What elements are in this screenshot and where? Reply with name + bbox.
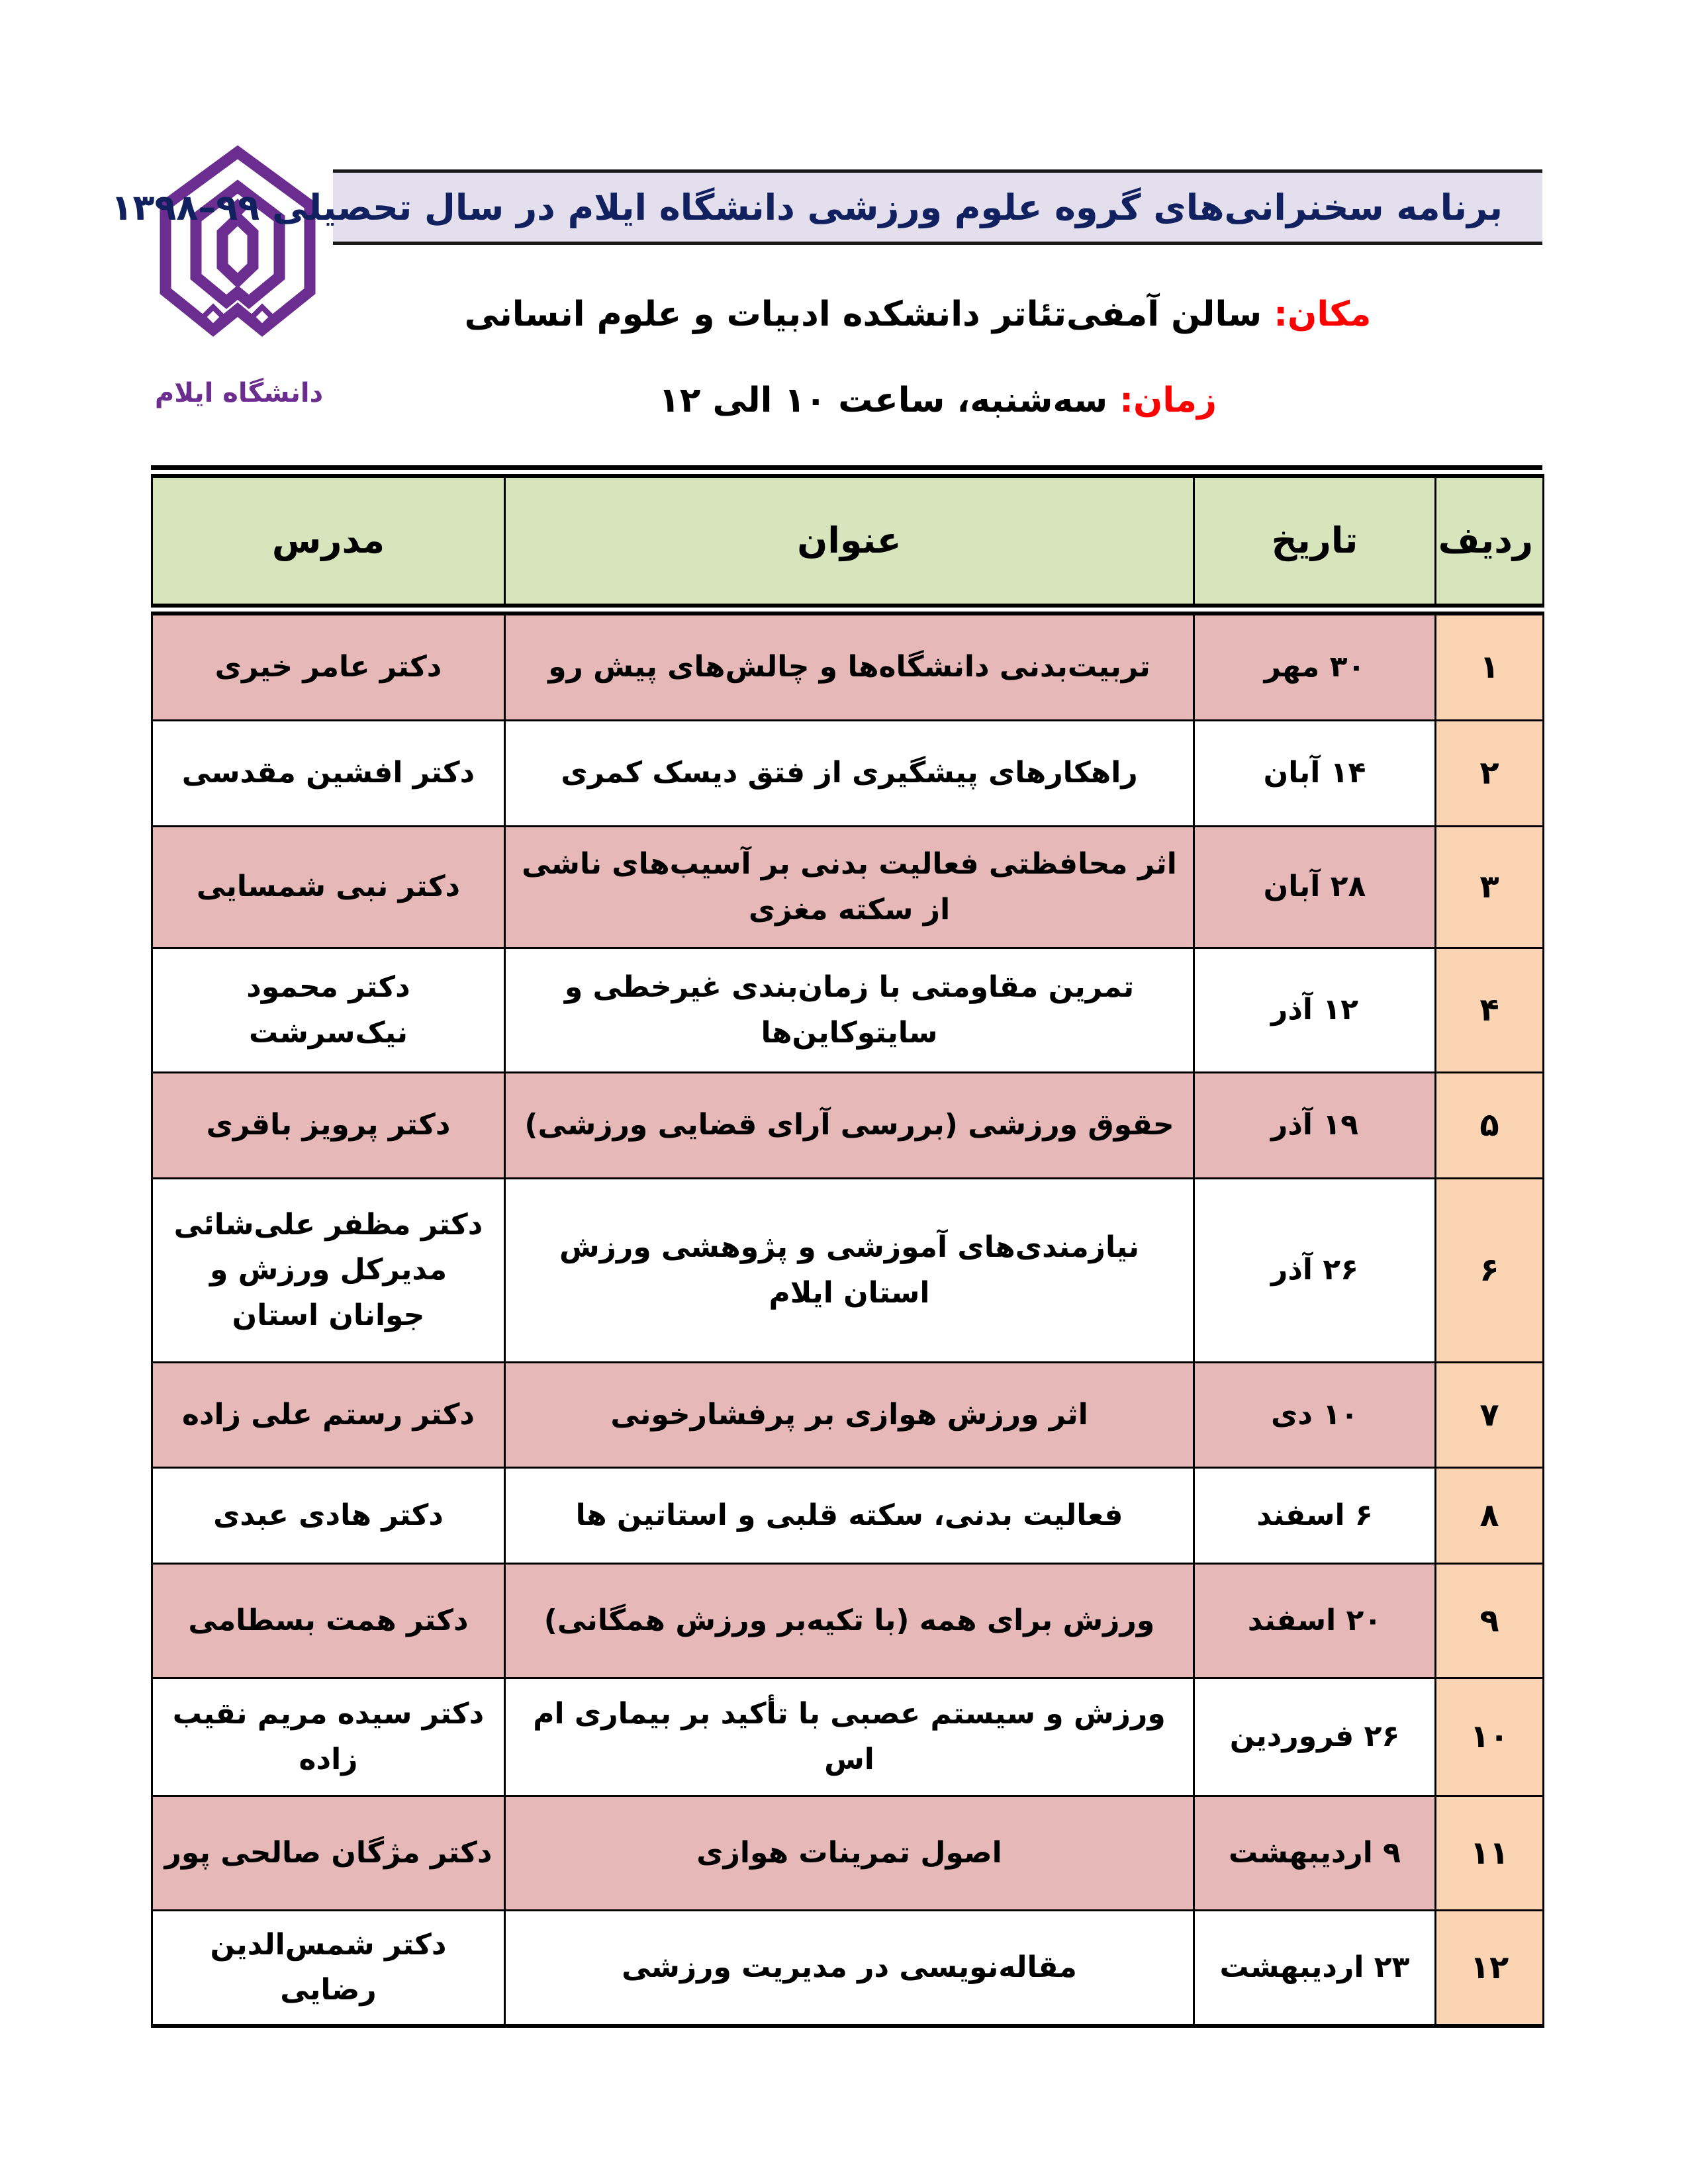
time-line [333,377,1542,424]
row-date-cell: ۱۴ آبان [1194,721,1436,827]
row-title-cell: تربیت‌بدنی دانشگاه‌ها و چالش‌های پیش رو [505,614,1194,721]
row-date-cell: ۳۰ مهر [1194,614,1436,721]
row-index-cell: ۱۲ [1436,1911,1544,2026]
table-row [152,948,1544,1073]
row-index-cell: ۸ [1436,1468,1544,1564]
row-index-cell: ۴ [1436,948,1544,1073]
row-title-cell: راهکارهای پیشگیری از فتق دیسک کمری [505,721,1194,827]
row-title-cell: ورزش و سیستم عصبی با تأکید بر بیماری ام اس [505,1678,1194,1796]
row-title-cell: اثر ورزش هوازی بر پرفشارخونی [505,1363,1194,1468]
row-index-cell: ۲ [1436,721,1544,827]
row-index-cell: ۶ [1436,1179,1544,1363]
row-index-cell: ۵ [1436,1073,1544,1179]
row-title-cell: نیازمندی‌های آموزشی و پژوهشی ورزش استان ایلام [505,1179,1194,1363]
table-top-rule [151,465,1542,470]
row-teacher-cell: دکتر رستم علی زاده [152,1363,505,1468]
row-teacher-cell: دکتر شمس‌الدین رضایی [152,1911,505,2026]
row-date-cell: ۶ اسفند [1194,1468,1436,1564]
row-title-cell: حقوق ورزشی (بررسی آرای قضایی ورزشی) [505,1073,1194,1179]
row-teacher-cell: دکتر محمود نیک‌سرشت [152,948,505,1073]
column-header-date: تاریخ [1194,476,1436,606]
row-index-cell: ۱ [1436,614,1544,721]
row-date-cell: ۱۰ دی [1194,1363,1436,1468]
row-title-cell: مقاله‌نویسی در مدیریت ورزشی [505,1911,1194,2026]
row-teacher-cell: دکتر سیده مریم نقیب زاده [152,1678,505,1796]
row-date-cell: ۲۶ آذر [1194,1179,1436,1363]
table-row [152,1678,1544,1796]
table-row [152,1911,1544,2026]
time-value: سه‌شنبه، ساعت ۱۰ الی ۱۲ [658,381,1120,420]
table-row [152,1363,1544,1468]
table-row [152,1073,1544,1179]
row-index-cell: ۳ [1436,827,1544,948]
table-row [152,614,1544,721]
location-line [333,291,1542,338]
header-separator [152,606,1544,614]
logo-wordmark: دانشگاه ایلام [154,378,324,408]
column-header-teacher: مدرس [152,476,505,606]
title-banner [111,169,1542,245]
time-label: زمان: [1119,381,1217,420]
university-logo-icon [156,144,319,347]
row-date-cell: ۱۹ آذر [1194,1073,1436,1179]
row-date-cell: ۲۸ آبان [1194,827,1436,948]
row-index-cell: ۱۱ [1436,1796,1544,1911]
row-index-cell: ۱۰ [1436,1678,1544,1796]
table-row [152,827,1544,948]
page-title: برنامه سخنرانی‌های گروه علوم ورزشی دانشگاه ایلام در سال تحصیلی ۹۹–۱۳۹۸ [111,186,1503,228]
table-row [152,1179,1544,1363]
row-teacher-cell: دکتر نبی شمسایی [152,827,505,948]
row-teacher-cell: دکتر مظفر علی‌شائی مدیرکل ورزش و جوانان استان [152,1179,505,1363]
table-row [152,1468,1544,1564]
row-title-cell: تمرین مقاومتی با زمان‌بندی غیرخطی و سایتوکاین‌ها [505,948,1194,1073]
column-header-title: عنوان [505,476,1194,606]
row-title-cell: ورزش برای همه (با تکیه‌بر ورزش همگانی) [505,1564,1194,1678]
table-body [152,606,1544,2026]
table-row [152,721,1544,827]
location-value: سالن آمفی‌تئاتر دانشکده ادبیات و علوم انسانی [464,295,1274,334]
row-date-cell: ۲۰ اسفند [1194,1564,1436,1678]
row-teacher-cell: دکتر عامر خیری [152,614,505,721]
row-index-cell: ۷ [1436,1363,1544,1468]
row-title-cell: فعالیت بدنی، سکته قلبی و استاتین ها [505,1468,1194,1564]
row-date-cell: ۱۲ آذر [1194,948,1436,1073]
row-index-cell: ۹ [1436,1564,1544,1678]
row-teacher-cell: دکتر افشین مقدسی [152,721,505,827]
column-header-index: ردیف [1436,476,1544,606]
table-header-row [152,476,1544,606]
row-date-cell: ۲۳ اردیبهشت [1194,1911,1436,2026]
row-title-cell: اثر محافظتی فعالیت بدنی بر آسیب‌های ناشی از سکته مغزی [505,827,1194,948]
schedule-table [151,474,1544,2028]
row-title-cell: اصول تمرینات هوازی [505,1796,1194,1911]
header-separator-cell [152,606,1544,614]
row-teacher-cell: دکتر هادی عبدی [152,1468,505,1564]
table-row [152,1564,1544,1678]
location-label: مکان: [1274,295,1372,334]
row-date-cell: ۲۶ فروردین [1194,1678,1436,1796]
row-teacher-cell: دکتر مژگان صالحی پور [152,1796,505,1911]
table-row [152,1796,1544,1911]
row-teacher-cell: دکتر همت بسطامی [152,1564,505,1678]
row-teacher-cell: دکتر پرویز باقری [152,1073,505,1179]
row-date-cell: ۹ اردیبهشت [1194,1796,1436,1911]
